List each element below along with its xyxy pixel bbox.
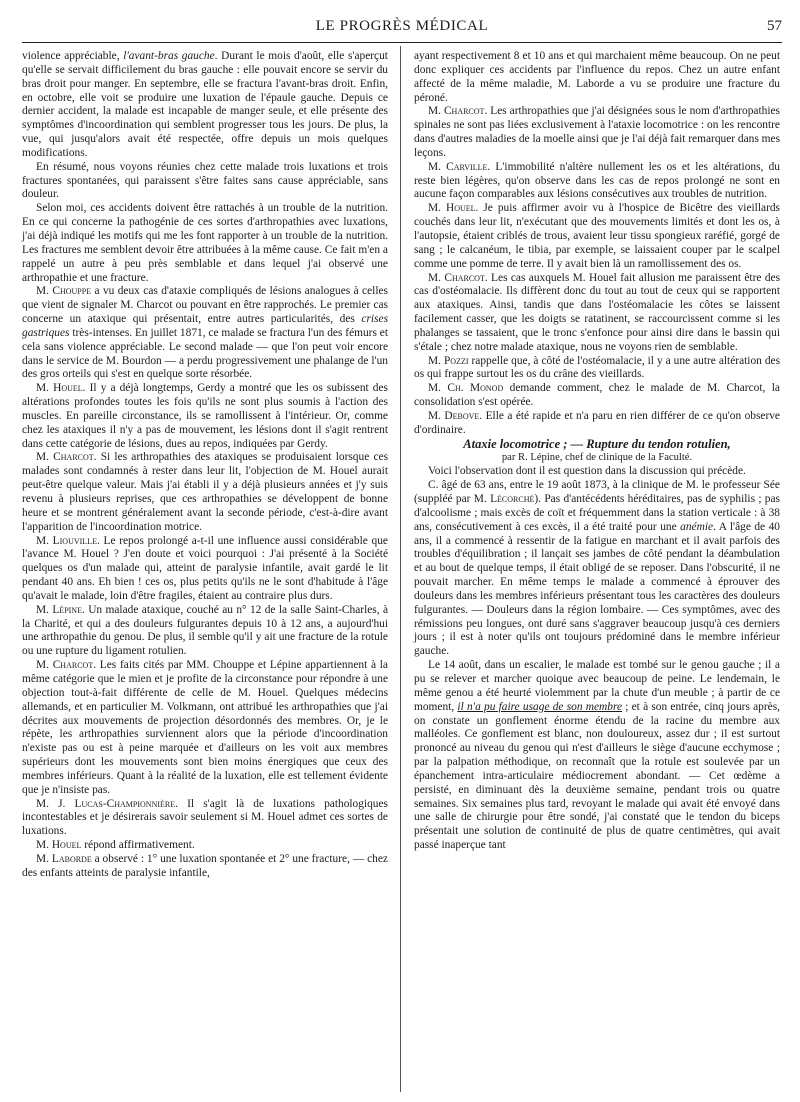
- speaker-name: M. Charcot: [428, 271, 485, 284]
- emphasis-text: anémie: [680, 520, 714, 533]
- paragraph: [414, 272, 780, 355]
- text-run: . Le repos prolongé a-t-il une influence aussi considérable que l'avance M. Houel ? J'en doute et voici pourquoi : J'ai présenté à la Société quelques os d'un malade qui, atteint de paralysie infantile, avait gardé le lit pendant 40 ans. Eh bien ! ces os, plus petits qu'ils ne le sont d'habitude à l'âge qu'avait le malade, loin d'être fragiles, étaient au contraire plus durs.: [22, 534, 388, 602]
- speaker-name: M. Chouppe: [36, 285, 92, 298]
- paragraph: [22, 382, 388, 451]
- article-author: par R. Lépine, chef de clinique de la Faculté.: [501, 452, 693, 464]
- text-run: a observé : 1° une luxation spontanée et 2° une fracture, — chez des enfants atteints de paralysie infantile,: [22, 852, 388, 879]
- right-column: [414, 50, 780, 853]
- article-title: Ataxie locomotrice ; — Rupture du tendon rotulien,: [463, 436, 731, 451]
- emphasis-text: il n'a pu faire usage de son membre: [457, 700, 623, 713]
- text-run: . Les faits cités par MM. Chouppe et Lépine appartiennent à la même catégorie que le mien et je profite de la circonstance pour répondre à une objection tout-à-fait différente de celle de M. Houel. Quelques médecins allemands, et en particulier M. Volkmann, ont attribué les arthropathies que j'ai décrites aux mouvements de projection désordonnés des membres. Or, je le répète, les arthropathies surviennent alors que la période d'incoordination n'existe pas ou est à peine marquée et d'ailleurs on les voit aux membres supérieurs dont les mouvements sont bien moins énergiques que ceux des membres inférieurs. Quant à la réalité de la luxation, elle est tellement évidente que je n'insiste pas.: [22, 659, 388, 796]
- paragraph: [414, 50, 780, 105]
- paragraph: [414, 465, 780, 479]
- text-run: violence appréciable,: [22, 50, 124, 62]
- speaker-name: M. Charcot: [428, 105, 485, 118]
- header-rule: [22, 42, 782, 43]
- paragraph: [22, 161, 388, 203]
- speaker-name: M. Carville: [428, 160, 488, 173]
- text-run: . Je puis affirmer avoir vu à l'hospice de Bicêtre des vieillards couchés dans leur lit, n'exécutant que des mouvements limités et dont les os, à l'autopsie, étaient criblés de trous, avaient leur tissu spongieux raréfié, gorgé de sang ; le calcanéum, le tibia, par exemple, se laissaient couper par le scalpel comme une pomme de terre. Il y avait bien là un ramollissement des os.: [414, 202, 780, 270]
- text-run: . Un malade ataxique, couché au n° 12 de la salle Saint-Charles, à la Charité, et qui a des douleurs fulgurantes depuis 10 à 12 ans, a aujourd'hui une arthropathie du genou. De plus, il semble qu'il y ait une fracture de la rotule ou une rupture du ligament rotulien.: [22, 603, 388, 658]
- journal-title: LE PROGRÈS MÉDICAL: [315, 18, 489, 34]
- text-run: ayant respectivement 8 et 10 ans et qui marchaient même beaucoup. On ne peut donc expliquer ces accidents par l'influence du repos. Chez un autre enfant affecté de la même maladie, M. Laborde a vu se produire une fracture du péroné.: [414, 50, 780, 104]
- text-run: En résumé, nous voyons réunies chez cette malade trois luxations et trois fractures spontanées, qui paraissent s'être faites sans cause appréciable, sans douleur.: [22, 160, 388, 201]
- text-run: ; et à son entrée, cinq jours après, on constate un gonflement énorme étendu de la racine du membre aux malléoles. Ce gonflement est blanc, non douloureux, assez dur ; il est surtout prononcé au niveau du genou qui n'est d'ailleurs le siège d'aucune ecchymose ; par la palpation méthodique, on reconnaît que la rotule est soulevée par un épanchement intra-articulaire médiocrement abondant. — Cet œdème a persisté, en diminuant dès la deuxième semaine, pendant trois ou quatre semaines. Six semaines plus tard, revoyant le malade qui avait été envoyé dans une salle de chirurgie pour être sondé, j'ai constaté que le tendon du biceps présentait une solution de continuité de plus de quatre centimètres, qui avait passé inaperçue tant: [414, 700, 780, 852]
- text-run: ). Pas d'antécédents héréditaires, pas de syphilis ; pas d'alcoolisme ; mais excès de coït et fréquemment dans la station verticale : à 38 ans, consécutivement à ces excès, il a été traité pour une: [414, 493, 780, 533]
- speaker-name: M. Laborde: [36, 852, 92, 865]
- paragraph: [22, 839, 388, 853]
- text-run: . A l'âge de 40 ans, il a commencé à ressentir de la fatigue en marchant et il avait parfois des troubles d'équilibration ; il lançait ses jambes de côté pendant la déambulation et au bout de quelque temps, il était obligé de se reposer. Dans l'obscurité, il ne pouvait marcher. En même temps le malade a commencé à éprouver des douleurs dans les membres inférieurs présentant tous les caractères des douleurs fulgurantes. — Douleurs dans la région lombaire. — Ces symptômes, avec des rémissions peu longues, ont duré sans s'aggraver beaucoup jusqu'à ces derniers jours ; il est à noter qu'ils ont toujours prédominé dans le membre inférieur gauche.: [414, 520, 781, 658]
- text-run: C. âgé de 63 ans, entre le 19 août 1873, à la clinique de M. le professeur Sée (suppléé par M.: [414, 479, 780, 505]
- paragraph: [22, 659, 388, 797]
- text-run: . Si les arthropathies des ataxiques se produisaient lorsque ces malades sont condamnés à rester dans leur lit, l'objection de M. Houel aurait peut-être quelque valeur. Mais j'ai établi il y a déjà plusieurs années et j'y suis revenu à plusieurs reprises, que ces arthropathies se développent de bonne heure et se montrent généralement avant la seconde période, c'est-à-dire avant l'apparition de l'incoordination motrice.: [22, 451, 388, 533]
- paragraph: [414, 410, 780, 438]
- paragraph: [22, 202, 388, 285]
- paragraph: [22, 285, 388, 382]
- speaker-name: M. Debove: [428, 409, 480, 422]
- paragraph: [22, 50, 388, 161]
- running-head: [22, 18, 782, 40]
- text-run: . Il s'agit là de luxations pathologiques incontestables et je désirerais savoir seulement si M. Houel admet ces sortes de luxations.: [22, 797, 388, 838]
- text-run: rappelle que, à côté de l'ostéomalacie, il y a une autre altération des os qui frappe surtout les os du crâne des vieillards.: [414, 354, 781, 381]
- emphasis-text: l'avant-bras gauche: [123, 50, 215, 62]
- text-run: . Durant le mois d'août, elle s'aperçut qu'elle se servait difficilement du bras gauche : elle pouvait encore se servir du bras droit pour manger. En septembre, elle se fractura l'avant-bras droit. Enfin, en octobre, elle voit se produire une luxation de l'épaule gauche. Depuis ce dernier accident, la malade est incapable de manger seule, et elle présente des symptômes d'incoordination qui semblent progresser tous les jours. De plus, la vue, qui jusqu'alors avait été respectée, offre depuis un mois quelques modifications.: [22, 50, 388, 159]
- text-run: Le 14 août, dans un escalier, le malade est tombé sur le genou gauche ; il a pu se relever et marcher quoique avec beaucoup de peine. Le lendemain, le même genou a été heurté violemment par la chute d'un meuble ; à partir de ce moment,: [414, 659, 780, 713]
- text-run: Voici l'observation dont il est question dans la discussion qui précède.: [428, 465, 746, 478]
- page-number: 57: [767, 18, 782, 34]
- text-run: Selon moi, ces accidents doivent être rattachés à un trouble de la nutrition. En ce qui concerne la pathogénie de ces sortes d'arthropathies avec luxations, j'ai déjà indiqué les motifs qui me les font rapporter à un trouble de la nutrition. Les fractures me semblent devoir être attribuées à la même cause. Ce fait m'en a rappelé un autre à peu près semblable et dans lequel j'ai observé une arthropathie et une fracture.: [22, 202, 388, 284]
- text-run: . L'immobilité n'altère nullement les os et les altérations, du reste bien légères, qu'on observe dans les cas de repos prolongé ne sont en aucune façon comparables aux lésions consécutives aux troubles de nutrition.: [414, 160, 780, 201]
- speaker-name: M. Lépine: [36, 603, 82, 616]
- paragraph: [414, 382, 780, 410]
- paragraph: [22, 604, 388, 659]
- left-column: [22, 50, 388, 881]
- column-divider: [400, 46, 401, 1092]
- paragraph: [22, 535, 388, 604]
- text-run: demande comment, chez le malade de M. Charcot, la consolidation s'est opérée.: [414, 382, 780, 409]
- paragraph: [414, 202, 780, 271]
- text-run: . Les arthropathies que j'ai désignées sous le nom d'arthropathies spinales ne sont pas liées exclusivement à l'ataxie locomotrice : on les rencontre dans d'autres maladies de la moelle ainsi que je l'ai déjà fait remarquer dans mes leçons.: [414, 105, 780, 159]
- paragraph: [22, 798, 388, 840]
- speaker-name: M. Pozzi: [428, 354, 469, 367]
- paragraph: [414, 355, 780, 383]
- text-run: . Elle a été rapide et n'a paru en rien différer de ce qu'on observe d'ordinaire.: [414, 409, 780, 436]
- emphasis-text: crises gastriques: [22, 313, 388, 339]
- speaker-name: M. Houel: [428, 202, 476, 215]
- speaker-name: M. Ch. Monod: [428, 382, 504, 395]
- speaker-name: M. J. Lucas-Championnière: [36, 797, 176, 810]
- paragraph: [414, 479, 780, 659]
- speaker-name: M. Houel: [36, 839, 82, 852]
- speaker-name: M. Houel: [36, 382, 83, 395]
- text-run: répond affirmativement.: [81, 839, 195, 852]
- text-run: . Les cas auxquels M. Houel fait allusion me paraissent être des cas d'ostéomalacie. Ils diffèrent donc du tout au tout de ceux qui se rapportent aux ataxiques. Ainsi, tandis que dans l'ostéomalacie les côtes se laissent facilement casser, que les doigts se ratatinent, se raccourcissent comme si les phalanges se tassaient, que le tronc s'enfonce pour ainsi dire dans le bassin qui s'étale ; chez notre malade ataxique, nous ne voyons rien de semblable.: [414, 271, 780, 353]
- text-run: a vu deux cas d'ataxie compliqués de lésions analogues à celles que vient de signaler M. Charcot ou pouvant en être rapprochés. Le premier cas concerne un ataxique qui présentait, entre autres particularités, des: [22, 285, 388, 326]
- paragraph: [22, 853, 388, 881]
- paragraph: [414, 659, 780, 853]
- text-run: . Il y a déjà longtemps, Gerdy a montré que les os subissent des altérations profondes toutes les fois qu'ils ne sont plus soumis à l'action des muscles. En pareille circonstance, ils se ramollissent à l'intérieur. Or, comme chez les ataxiques il n'y a pas de mouvement, les lésions dont il s'agit rentrent dans cette catégorie de lésions, dues au repos, indiquées par Gerdy.: [22, 382, 388, 450]
- speaker-name: M. Charcot: [36, 659, 94, 672]
- speaker-name: M. Charcot: [36, 451, 94, 464]
- paragraph: [414, 105, 780, 160]
- speaker-name: M. Liouville: [36, 534, 97, 547]
- paragraph: [414, 161, 780, 203]
- text-run: très-intenses. En juillet 1871, ce malade se fractura l'un des fémurs et cela sans violence appréciable. Le second malade — que l'on peut voir encore dans le service de M. Bourdon — a perdu progressivement une phalange de l'un des gros orteils qui s'est en quelque sorte résorbée.: [22, 326, 388, 381]
- paragraph: [22, 451, 388, 534]
- speaker-name: Lécorché: [490, 493, 535, 505]
